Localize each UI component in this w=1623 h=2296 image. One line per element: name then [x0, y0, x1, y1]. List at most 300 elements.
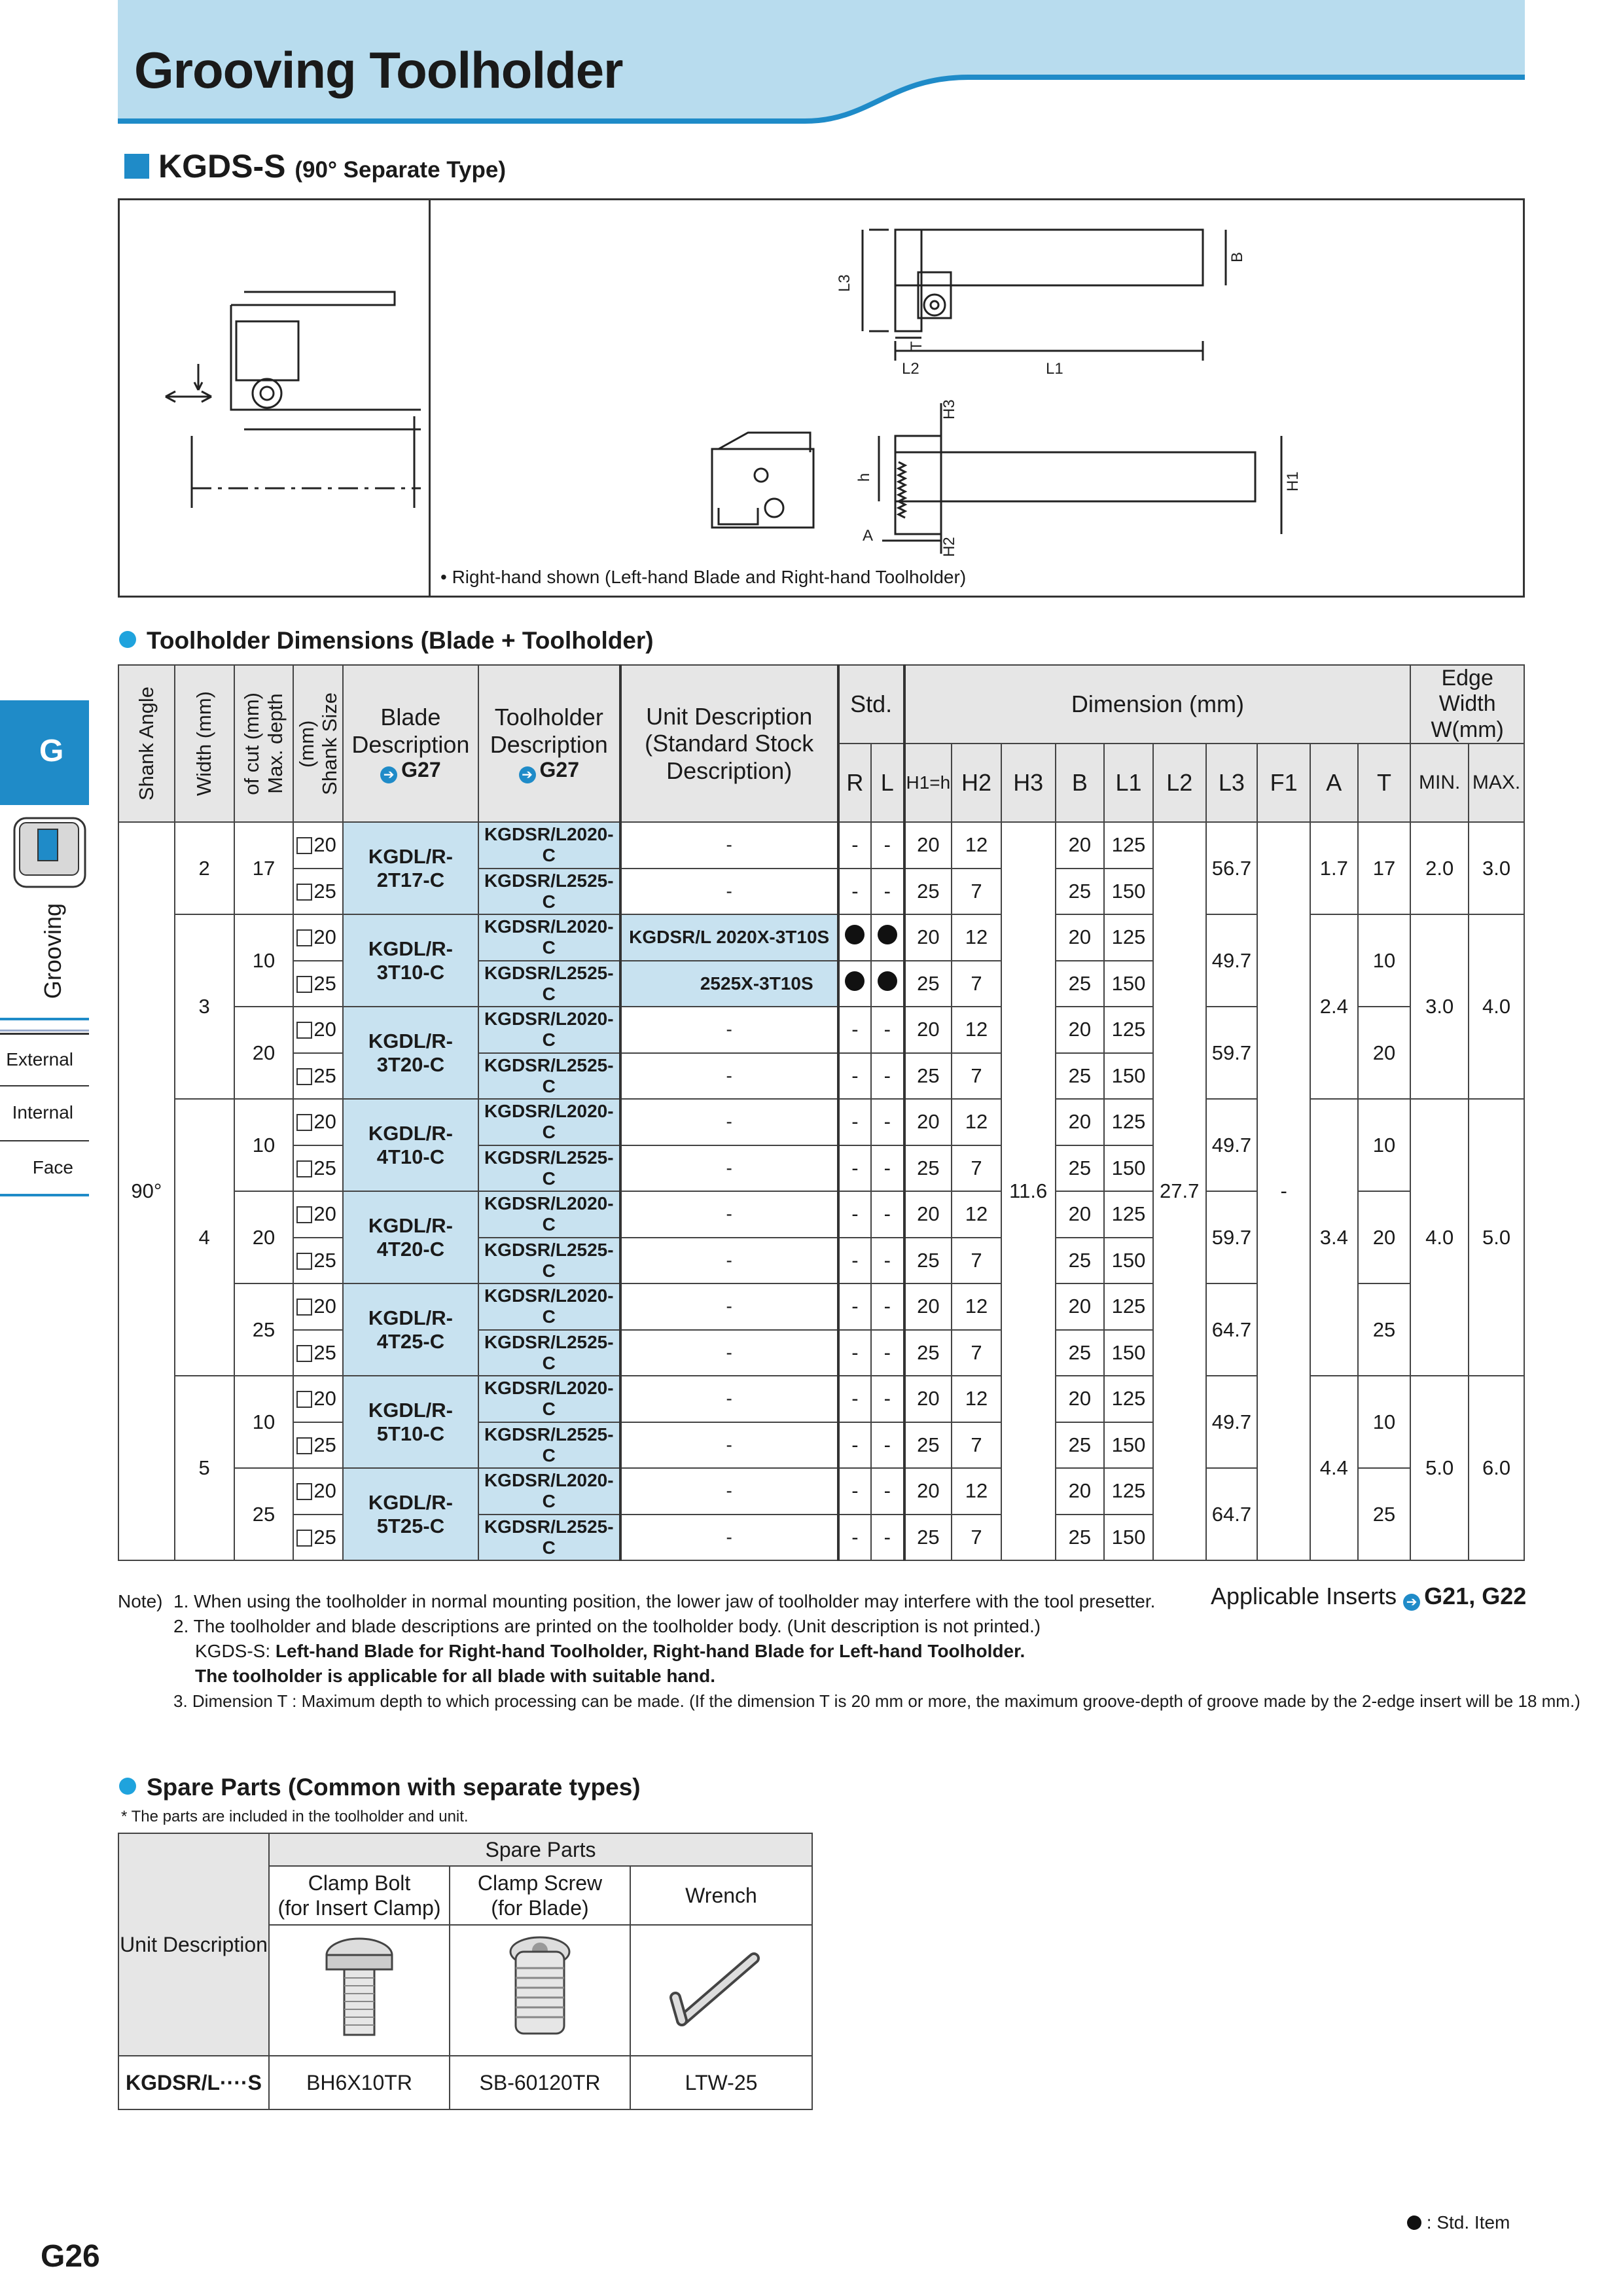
- spare-parts-table: [118, 1833, 813, 2110]
- note-3: 3. Dimension T : Maximum depth to which processing can be made. (If the dimension T is 20 mm or more, the maximum groove-depth of groove made by the 2-edge insert will be 18 mm.): [173, 1691, 1580, 1711]
- depth-cell: 17: [234, 822, 294, 914]
- shank-size-cell: [293, 961, 343, 1007]
- h2-cell: 7: [952, 1053, 1001, 1100]
- b-cell: 25: [1056, 1422, 1105, 1469]
- dim-label-L2: L2: [902, 360, 919, 378]
- shank-size-value: 25: [313, 1525, 336, 1549]
- std-l-cell: -: [871, 1515, 904, 1561]
- checkbox-icon: [296, 837, 312, 854]
- shank-size-value: 25: [313, 1064, 336, 1087]
- h2-cell: 12: [952, 1191, 1001, 1238]
- dim-label-B: B: [1228, 251, 1246, 262]
- unit-cell: 2525X-3T10S: [620, 961, 838, 1007]
- toolholder-cell: KGDSR/L2525-C: [478, 1422, 620, 1469]
- h1-cell: 20: [904, 1191, 952, 1238]
- checkbox-icon: [296, 1530, 312, 1547]
- spare-col-wrench: Wrench: [630, 1866, 812, 1925]
- dot-bullet-icon: [119, 631, 136, 648]
- std-r-cell: -: [838, 1007, 871, 1053]
- page-ref-icon: ➔: [380, 766, 397, 783]
- product-code: KGDS-S: [158, 148, 286, 185]
- b-cell: 20: [1056, 1007, 1105, 1053]
- note-2: 2. The toolholder and blade descriptions are printed on the toolholder body. (Unit description is not printed.): [173, 1616, 1041, 1636]
- shank-size-value: 25: [313, 1340, 336, 1364]
- side-link-internal[interactable]: Internal: [0, 1088, 89, 1141]
- h2-cell: 12: [952, 914, 1001, 961]
- unit-cell: -: [620, 1238, 838, 1284]
- shank-size-value: 20: [313, 1202, 336, 1226]
- t-cell: 25: [1358, 1468, 1411, 1560]
- h2-cell: 12: [952, 1283, 1001, 1330]
- b-cell: 25: [1056, 1330, 1105, 1376]
- h2-cell: 7: [952, 1238, 1001, 1284]
- blade-cell: KGDL/R-4T25-C: [343, 1283, 478, 1376]
- shank-size-cell: [293, 914, 343, 961]
- width-cell: 4: [175, 1099, 234, 1376]
- std-r-cell: -: [838, 1283, 871, 1330]
- t-cell: 25: [1358, 1283, 1411, 1376]
- std-bullet-icon: [878, 971, 897, 991]
- toolholder-cell: KGDSR/L2020-C: [478, 1468, 620, 1515]
- std-r-cell: -: [838, 1515, 871, 1561]
- edge-max-cell: 3.0: [1469, 822, 1524, 914]
- depth-cell: 20: [234, 1191, 294, 1283]
- spare-parts-note: * The parts are included in the toolholder and unit.: [121, 1808, 469, 1825]
- dim-label-H1: H1: [1284, 471, 1302, 492]
- side-link-external[interactable]: External: [0, 1033, 89, 1086]
- std-r-cell: -: [838, 1238, 871, 1284]
- blade-cell: KGDL/R-5T25-C: [343, 1468, 478, 1560]
- std-l-cell: [871, 914, 904, 961]
- depth-cell: 25: [234, 1283, 294, 1376]
- side-tab-g[interactable]: [0, 700, 89, 805]
- l1-cell: 150: [1104, 1330, 1153, 1376]
- b-cell: 20: [1056, 1468, 1105, 1515]
- clamp-bolt-icon: [269, 1925, 450, 2056]
- unit-cell: -: [620, 1515, 838, 1561]
- std-r-cell: [838, 914, 871, 961]
- th-shank-angle: Shank Angle: [118, 665, 175, 822]
- checkbox-icon: [296, 976, 312, 993]
- std-l-cell: -: [871, 1422, 904, 1469]
- shank-size-value: 25: [313, 1156, 336, 1179]
- side-section-label: Grooving: [39, 903, 66, 999]
- l1-cell: 125: [1104, 1468, 1153, 1515]
- th-subrow: R L H1=h H2 H3 B L1 L2 L3 F1 A T MIN. MAX.: [118, 744, 1524, 822]
- checkbox-icon: [296, 929, 312, 946]
- h1-cell: 25: [904, 1422, 952, 1469]
- h2-cell: 7: [952, 1330, 1001, 1376]
- l3-cell: 59.7: [1206, 1191, 1258, 1283]
- spare-unit-header: Unit Description: [118, 1833, 269, 2056]
- t-cell: 10: [1358, 1099, 1411, 1191]
- wrench-icon: [630, 1925, 812, 2056]
- b-cell: 20: [1056, 914, 1105, 961]
- h1-cell: 25: [904, 1238, 952, 1284]
- page-ref-icon: ➔: [1403, 1594, 1420, 1611]
- shank-size-cell: [293, 1191, 343, 1238]
- l3-cell: 56.7: [1206, 822, 1258, 914]
- h2-cell: 12: [952, 1468, 1001, 1515]
- std-l-cell: -: [871, 1053, 904, 1100]
- h2-cell: 12: [952, 822, 1001, 869]
- toolholder-cell: KGDSR/L2525-C: [478, 1053, 620, 1100]
- std-l-cell: -: [871, 869, 904, 915]
- b-cell: 20: [1056, 1283, 1105, 1330]
- unit-cell: -: [620, 1007, 838, 1053]
- std-r-cell: -: [838, 1053, 871, 1100]
- h1-cell: 25: [904, 961, 952, 1007]
- toolholder-cell: KGDSR/L2020-C: [478, 822, 620, 869]
- a-cell: 1.7: [1310, 822, 1358, 914]
- h2-cell: 7: [952, 1145, 1001, 1192]
- depth-cell: 20: [234, 1007, 294, 1099]
- l1-cell: 150: [1104, 961, 1153, 1007]
- spare-parts-title: Spare Parts (Common with separate types): [147, 1774, 641, 1801]
- shank-size-cell: [293, 1330, 343, 1376]
- l1-cell: 125: [1104, 822, 1153, 869]
- toolholder-cell: KGDSR/L2525-C: [478, 961, 620, 1007]
- th-max-depth: of cut (mm) Max. depth: [234, 665, 294, 822]
- page-title: Grooving Toolholder: [134, 41, 623, 99]
- h1-cell: 25: [904, 1145, 952, 1192]
- th-unit: Unit Description (Standard Stock Description): [620, 665, 838, 822]
- square-bullet-icon: [124, 154, 149, 179]
- std-l-cell: -: [871, 1145, 904, 1192]
- t-cell: 17: [1358, 822, 1411, 914]
- shank-size-value: 25: [313, 879, 336, 903]
- a-cell: 3.4: [1310, 1099, 1358, 1376]
- shank-size-value: 20: [313, 1479, 336, 1503]
- shank-size-cell: [293, 1238, 343, 1284]
- table-row: [118, 914, 1524, 961]
- b-cell: 20: [1056, 822, 1105, 869]
- shank-size-value: 20: [313, 1295, 336, 1318]
- width-cell: 2: [175, 822, 234, 914]
- std-r-cell: -: [838, 822, 871, 869]
- shank-size-cell: [293, 1422, 343, 1469]
- width-cell: 3: [175, 914, 234, 1099]
- depth-cell: 10: [234, 1099, 294, 1191]
- t-cell: 20: [1358, 1191, 1411, 1283]
- th-dimension: Dimension (mm): [904, 665, 1411, 744]
- h1-cell: 20: [904, 1468, 952, 1515]
- std-item-legend: : Std. Item: [1407, 2212, 1510, 2233]
- shank-size-cell: [293, 1145, 343, 1192]
- dim-label-H2: H2: [940, 537, 958, 557]
- l3-cell: 49.7: [1206, 1376, 1258, 1468]
- unit-cell: -: [620, 1422, 838, 1469]
- std-l-cell: -: [871, 1099, 904, 1145]
- dimensions-heading: [119, 627, 654, 655]
- th-toolholder: Toolholder Description ➔ G27: [478, 665, 620, 822]
- toolholder-cell: KGDSR/L2020-C: [478, 914, 620, 961]
- h1-cell: 25: [904, 869, 952, 915]
- side-tab-rule: [0, 1018, 89, 1031]
- h1-cell: 20: [904, 1007, 952, 1053]
- edge-min-cell: 5.0: [1410, 1376, 1469, 1560]
- shank-size-cell: [293, 1468, 343, 1515]
- dim-label-A: A: [863, 527, 874, 545]
- std-r-cell: -: [838, 869, 871, 915]
- a-cell: 2.4: [1310, 914, 1358, 1099]
- shank-size-value: 20: [313, 1110, 336, 1134]
- edge-min-cell: 4.0: [1410, 1099, 1469, 1376]
- checkbox-icon: [296, 1391, 312, 1408]
- shank-size-value: 20: [313, 1387, 336, 1410]
- depth-cell: 25: [234, 1468, 294, 1560]
- unit-cell: -: [620, 1191, 838, 1238]
- dimensions-body: [118, 822, 1524, 1560]
- std-bullet-icon: [845, 925, 865, 944]
- spare-clamp-bolt-value: BH6X10TR: [269, 2056, 450, 2109]
- h1-cell: 25: [904, 1515, 952, 1561]
- page-number: G26: [41, 2239, 100, 2274]
- unit-cell: -: [620, 1145, 838, 1192]
- edge-max-cell: 6.0: [1469, 1376, 1524, 1560]
- std-l-cell: [871, 961, 904, 1007]
- l3-cell: 64.7: [1206, 1468, 1258, 1560]
- shank-size-value: 25: [313, 971, 336, 995]
- std-l-cell: -: [871, 1376, 904, 1422]
- spare-wrench-value: LTW-25: [630, 2056, 812, 2109]
- shank-size-value: 20: [313, 833, 336, 857]
- table-row: [118, 1099, 1524, 1145]
- toolholder-cell: KGDSR/L2020-C: [478, 1007, 620, 1053]
- shank-size-cell: [293, 1283, 343, 1330]
- checkbox-icon: [296, 1253, 312, 1270]
- h1-cell: 20: [904, 914, 952, 961]
- l1-cell: 150: [1104, 869, 1153, 915]
- shank-size-cell: [293, 1515, 343, 1561]
- th-edge-width: Edge Width W(mm): [1410, 665, 1524, 744]
- f1-cell: -: [1257, 822, 1310, 1560]
- std-r-cell: -: [838, 1376, 871, 1422]
- l1-cell: 125: [1104, 1191, 1153, 1238]
- h2-cell: 7: [952, 869, 1001, 915]
- std-bullet-icon: [845, 971, 865, 991]
- l3-cell: 59.7: [1206, 1007, 1258, 1099]
- spare-group-header: Spare Parts: [269, 1833, 812, 1866]
- b-cell: 20: [1056, 1099, 1105, 1145]
- l3-cell: 64.7: [1206, 1283, 1258, 1376]
- l3-cell: 49.7: [1206, 914, 1258, 1007]
- h2-cell: 12: [952, 1376, 1001, 1422]
- blade-cell: KGDL/R-4T10-C: [343, 1099, 478, 1191]
- b-cell: 25: [1056, 869, 1105, 915]
- l1-cell: 150: [1104, 1515, 1153, 1561]
- t-cell: 10: [1358, 914, 1411, 1007]
- shank-size-value: 25: [313, 1248, 336, 1272]
- th-blade: Blade Description ➔ G27: [343, 665, 478, 822]
- h1-cell: 25: [904, 1053, 952, 1100]
- toolholder-cell: KGDSR/L2525-C: [478, 869, 620, 915]
- l1-cell: 150: [1104, 1053, 1153, 1100]
- spare-parts-heading: [119, 1774, 641, 1801]
- unit-cell: -: [620, 869, 838, 915]
- l3-cell: 49.7: [1206, 1099, 1258, 1191]
- std-l-cell: -: [871, 1330, 904, 1376]
- std-r-cell: -: [838, 1468, 871, 1515]
- spare-col-clamp-screw: Clamp Screw (for Blade): [450, 1866, 630, 1925]
- unit-cell: -: [620, 1330, 838, 1376]
- b-cell: 20: [1056, 1191, 1105, 1238]
- unit-cell: -: [620, 822, 838, 869]
- table-row: [118, 1376, 1524, 1422]
- std-l-cell: -: [871, 1283, 904, 1330]
- std-l-cell: -: [871, 1007, 904, 1053]
- note-2b: KGDS-S: Left-hand Blade for Right-hand Toolholder, Right-hand Blade for Left-hand Toolholder.: [195, 1641, 1026, 1661]
- toolholder-cell: KGDSR/L2525-C: [478, 1515, 620, 1561]
- product-subtitle: (90° Separate Type): [294, 157, 507, 183]
- checkbox-icon: [296, 1345, 312, 1362]
- th-shank-size: (mm) Shank Size: [293, 665, 343, 822]
- l1-cell: 125: [1104, 914, 1153, 961]
- dim-label-L1: L1: [1046, 360, 1063, 378]
- depth-cell: 10: [234, 1376, 294, 1468]
- drawing-box: [118, 198, 1525, 598]
- l2-cell: 27.7: [1153, 822, 1206, 1560]
- std-r-cell: [838, 961, 871, 1007]
- edge-min-cell: 3.0: [1410, 914, 1469, 1099]
- unit-cell: -: [620, 1099, 838, 1145]
- side-tab-letter: G: [39, 734, 64, 768]
- clamp-screw-icon: [450, 1925, 630, 2056]
- page-ref-icon: ➔: [519, 766, 536, 783]
- toolholder-cell: KGDSR/L2525-C: [478, 1330, 620, 1376]
- unit-cell: -: [620, 1053, 838, 1100]
- l1-cell: 125: [1104, 1376, 1153, 1422]
- checkbox-icon: [296, 1160, 312, 1177]
- grooving-icon: [0, 815, 89, 893]
- dimensions-table: [118, 664, 1525, 1561]
- b-cell: 25: [1056, 1145, 1105, 1192]
- blade-cell: KGDL/R-3T10-C: [343, 914, 478, 1007]
- shank-size-cell: [293, 1007, 343, 1053]
- h2-cell: 7: [952, 1515, 1001, 1561]
- checkbox-icon: [296, 1022, 312, 1039]
- l1-cell: 125: [1104, 1283, 1153, 1330]
- checkbox-icon: [296, 884, 312, 901]
- h2-cell: 7: [952, 1422, 1001, 1469]
- toolholder-cell: KGDSR/L2525-C: [478, 1238, 620, 1284]
- b-cell: 25: [1056, 1515, 1105, 1561]
- dim-label-H3: H3: [940, 399, 958, 420]
- blade-cell: KGDL/R-5T10-C: [343, 1376, 478, 1468]
- l1-cell: 125: [1104, 1099, 1153, 1145]
- dim-label-T: T: [908, 341, 925, 351]
- b-cell: 20: [1056, 1376, 1105, 1422]
- checkbox-icon: [296, 1483, 312, 1500]
- edge-min-cell: 2.0: [1410, 822, 1469, 914]
- checkbox-icon: [296, 1299, 312, 1316]
- drawing-note: • Right-hand shown (Left-hand Blade and Right-hand Toolholder): [440, 567, 967, 587]
- h2-cell: 12: [952, 1099, 1001, 1145]
- th-std: Std.: [838, 665, 904, 744]
- edge-max-cell: 5.0: [1469, 1099, 1524, 1376]
- checkbox-icon: [296, 1068, 312, 1085]
- checkbox-icon: [296, 1206, 312, 1223]
- h1-cell: 20: [904, 822, 952, 869]
- std-r-cell: -: [838, 1330, 871, 1376]
- std-l-cell: -: [871, 1191, 904, 1238]
- shank-size-value: 20: [313, 925, 336, 949]
- toolholder-cell: KGDSR/L2020-C: [478, 1099, 620, 1145]
- mounting-diagram: [120, 200, 427, 593]
- blade-cell: KGDL/R-4T20-C: [343, 1191, 478, 1283]
- l1-cell: 125: [1104, 1007, 1153, 1053]
- spare-clamp-screw-value: SB-60120TR: [450, 2056, 630, 2109]
- std-r-cell: -: [838, 1191, 871, 1238]
- h1-cell: 25: [904, 1330, 952, 1376]
- shank-size-cell: [293, 869, 343, 915]
- page-header: [118, 0, 1525, 124]
- std-l-cell: -: [871, 1238, 904, 1284]
- spare-unit-value: KGDSR/L····S: [118, 2056, 269, 2109]
- blade-cell: KGDL/R-3T20-C: [343, 1007, 478, 1099]
- note-1: 1. When using the toolholder in normal mounting position, the lower jaw of toolholder may interfere with the tool presetter.: [173, 1591, 1156, 1611]
- shank-angle-cell: 90°: [118, 822, 175, 1560]
- th-width: Width (mm): [175, 665, 234, 822]
- shank-size-value: 25: [313, 1433, 336, 1456]
- product-heading: [124, 147, 506, 185]
- shank-size-cell: [293, 1376, 343, 1422]
- table-row: [118, 822, 1524, 869]
- t-cell: 10: [1358, 1376, 1411, 1468]
- checkbox-icon: [296, 1437, 312, 1454]
- depth-cell: 10: [234, 914, 294, 1007]
- toolholder-cell: KGDSR/L2020-C: [478, 1376, 620, 1422]
- std-bullet-icon: [1407, 2215, 1421, 2230]
- h2-cell: 7: [952, 961, 1001, 1007]
- spare-col-clamp-bolt: Clamp Bolt (for Insert Clamp): [269, 1866, 450, 1925]
- note-prefix: Note): [118, 1591, 163, 1611]
- b-cell: 25: [1056, 1238, 1105, 1284]
- l1-cell: 150: [1104, 1422, 1153, 1469]
- unit-cell: -: [620, 1283, 838, 1330]
- width-cell: 5: [175, 1376, 234, 1560]
- b-cell: 25: [1056, 1053, 1105, 1100]
- l1-cell: 150: [1104, 1145, 1153, 1192]
- std-l-cell: -: [871, 822, 904, 869]
- blade-cell: KGDL/R-2T17-C: [343, 822, 478, 914]
- dimensions-title: Toolholder Dimensions (Blade + Toolholder): [147, 627, 654, 654]
- shank-size-cell: [293, 822, 343, 869]
- h1-cell: 20: [904, 1376, 952, 1422]
- applicable-inserts: Applicable Inserts ➔ G21, G22: [1211, 1583, 1527, 1609]
- std-bullet-icon: [878, 925, 897, 944]
- shank-size-cell: [293, 1099, 343, 1145]
- h3-cell: 11.6: [1001, 822, 1056, 1560]
- dot-bullet-icon: [119, 1778, 136, 1795]
- edge-max-cell: 4.0: [1469, 914, 1524, 1099]
- dim-label-h: h: [855, 473, 873, 482]
- side-link-face[interactable]: Face: [0, 1143, 89, 1196]
- toolholder-cell: KGDSR/L2020-C: [478, 1191, 620, 1238]
- shank-size-cell: [293, 1053, 343, 1100]
- h2-cell: 12: [952, 1007, 1001, 1053]
- std-r-cell: -: [838, 1099, 871, 1145]
- t-cell: 20: [1358, 1007, 1411, 1099]
- a-cell: 4.4: [1310, 1376, 1358, 1560]
- h1-cell: 20: [904, 1099, 952, 1145]
- std-l-cell: -: [871, 1468, 904, 1515]
- std-r-cell: -: [838, 1422, 871, 1469]
- toolholder-cell: KGDSR/L2020-C: [478, 1283, 620, 1330]
- l1-cell: 150: [1104, 1238, 1153, 1284]
- unit-cell: -: [620, 1468, 838, 1515]
- std-r-cell: -: [838, 1145, 871, 1192]
